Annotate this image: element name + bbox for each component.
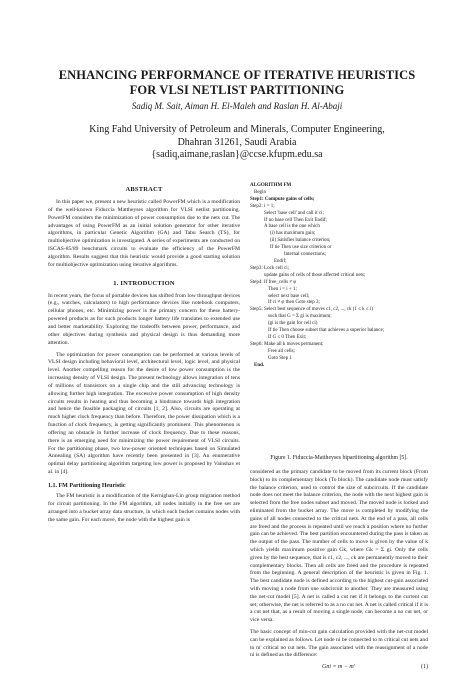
algorithm-line: Step3: Lock cell ci; xyxy=(250,265,290,271)
affiliation-email: {sadiq,aimane,raslan}@ccse.kfupm.edu.sa xyxy=(151,149,323,160)
algorithm-line: If ci ≠ φ then Goto step 3; xyxy=(268,300,320,306)
algorithm-line: (ii) Satisfies balance criterion; xyxy=(270,238,331,244)
algorithm-line: Internal connections; xyxy=(284,252,327,258)
algorithm-line: End. xyxy=(254,362,265,368)
algorithm-line: Step1: Compute gains of cells; xyxy=(250,196,315,202)
abstract-text: In this paper we, present a new heuristic called PowerFM which is a modification of the well-known Fiduccia Mattheyses algorithm for VLSI netlist partitioning. PowerFM considers the minimization of power consumption due to the nets cut. The advantages of using PowerFM as an initial solution generator for other iterative algorithms, in particular Genetic Algorithm (GA) and Tabu Search (TS), for multiobjective optimization is investigated. A series of experiments are conducted on ISCAS-85/89 benchmark circuits to evaluate the efficiency of the PowerFM algorithm. Results suggest that this heuristic would provide a good starting solution for multiobjective optimization using iterative algorithms. xyxy=(48,199,240,268)
algorithm-line: Step2: i = 1; xyxy=(250,203,275,209)
algorithm-box xyxy=(250,183,428,453)
algorithm-line: If tie Then choose subset that achieves a superior balance; xyxy=(268,328,385,334)
affiliation xyxy=(0,124,474,162)
figure-1-caption: Figure 1. Fiduccia-Mattheyses bipartitioning algorithm [5]. xyxy=(270,455,408,461)
right-paragraph-2: The basic concept of min-cut gain calculation provided with the net-cut model can be explained as follows. Let node ni be connected to m critical cut nets and to m' critical no cut nets. The gain associated with the reassignment of a node ni is defined as the difference: xyxy=(250,628,428,659)
algorithm-line: Select 'base cell' and call it ci; xyxy=(264,210,324,216)
right-paragraph-1: considered as the primary candidate to be moved from its current block (From block) to its complementary block (To block). The candidate node must satisfy the balance criterion, used to control the size of subcircuits. If the candidate node does not meet the balance criterion, the node with the next highest gain is selected from the free nodes subset and moved. The moved node is locked and eliminated from the bucket array. The move is completed by modifying the gains of all nodes connected to the critical nets. At the end of a pass, all cells are freed and the process is repeated until we reach a position where no further gain can be achieved. The best partition encountered during the pass is taken as the output of the pass. The number of cells to move is given by the value of k which yields maximum positive gain Gk, where Gk = Σ gi. Only the cells given by the best sequence, that is c1, c2, ..., ck are permanently moved to their complementary blocks. Then all cells are freed and the procedure is repeated from the beginning. A general description of the heuristic is given in Fig. 1. The best candidate node is defined according to the highest cut-gain associated with moving a node from one subcircuit to another. They are measured using the net-cut model [5]. A net is called a cut net if it belongs to the current cut set; otherwise, the net is referred to as a no cut net. A net is called critical if it is a cut net that, as a result of moving a single node, can become a no cut net, or vice versa. xyxy=(250,469,428,624)
introduction-heading: 1. INTRODUCTION xyxy=(113,279,175,287)
authors: Sadiq M. Sait, Aiman H. El-Maleh and Raslan H. Al-Abaji xyxy=(131,101,343,111)
algorithm-line: If G ≤ 0 Then Exit; xyxy=(268,334,307,340)
algorithm-line: If no base cell Then Exit Endif; xyxy=(264,217,327,223)
algorithm-line: Begin xyxy=(254,189,266,195)
left-column xyxy=(48,183,240,528)
algorithm-line: Step5: Select best sequence of moves c1, c2, ..., ck (1 ≤ k ≤ i) xyxy=(250,307,373,313)
algorithm-line: Step4: If free_cells ≠ φ xyxy=(250,279,297,285)
algorithm-line: A base cell is the one which xyxy=(264,224,320,230)
fm-section-heading: 1.1. FM Partitioning Heuristic xyxy=(48,483,126,489)
algorithm-lines xyxy=(250,190,428,370)
abstract-heading: ABSTRACT xyxy=(125,186,163,193)
algorithm-line: Free all cells; xyxy=(268,348,295,354)
equation-number: (1) xyxy=(421,664,428,671)
equation-1 xyxy=(250,664,428,674)
title-line-2: FOR VLSI NETLIST PARTITIONING xyxy=(129,83,345,97)
algorithm-line: Goto Step 1 xyxy=(268,355,292,361)
algorithm-line: If tie Then use size criterion or xyxy=(270,245,332,251)
algorithm-title: ALGORITHM FM xyxy=(250,183,292,188)
algorithm-line: Endif; xyxy=(274,258,287,264)
intro-paragraph-1: In recent years, the focus of portable devices has shifted from low throughput devices (e.g., watches, calculators) to high performance devices like notebook computers, cellular phones, etc. Minimizing power is the primary concern for these battery-powered products as for such products longer battery life translates to extended use and better marketability. Exploring the tradeoffs between power, performance, and other objectives during synthesis and physical design is thus demanding more attention. xyxy=(48,292,240,346)
algorithm-line: Then i = i + 1; xyxy=(268,286,297,292)
intro-paragraph-2: The optimization for power consumption can be performed at various levels of VLSI design including behavioral level, architectural level, logic level, and physical level. Another compelling reason for the desire of low power consumption is the increasing density of VLSI design. The present technology allows integration of tens of millions of transistors on a single chip and the still advancing technology is allowing further high integration. The excessive power consumption of high density circuits results in heating and thus becoming a hindrance towards high integration and hence the feasible packaging of circuits [1, 2]. Also, circuits are operating at much higher clock frequency than before. Therefore, the power dissipation which is a function of clock frequency, is getting significantly prominent. This phenomenon is offering an obstacle in further increase of clock frequency. Due to these reasons, there is an emerging need for minimizing the power requirement of VLSI circuits. For the partitioning phase, two low-power oriented techniques based on Simulated Annealing (SA) algorithm have recently been presented in [3]. An enumerative optimal delay partitioning algorithm targeting low power is proposed by Vainshav et al. in [4]. xyxy=(48,351,240,476)
affiliation-line-2: Dhahran 31261, Saudi Arabia xyxy=(177,136,297,148)
algorithm-line: Step6: Make all k moves permanent; xyxy=(250,341,324,347)
algorithm-line: select next base cell; xyxy=(268,293,310,299)
algorithm-line: (gi is the gain for cell ci) xyxy=(268,321,318,327)
algorithm-line: such that G = Σ gi is maximum; xyxy=(268,314,332,320)
paper-title xyxy=(0,68,474,98)
title-line-1: ENHANCING PERFORMANCE OF ITERATIVE HEURISTICS xyxy=(58,68,416,82)
algorithm-line: (i) has maximum gain; xyxy=(270,231,316,237)
affiliation-line-1: King Fahd University of Petroleum and Minerals, Computer Engineering, xyxy=(89,124,385,135)
fm-paragraph-1: The FM heuristic is a modification of the Kernighan-Lin group migration method for circuit partitioning. In the FM algorithm, all nodes initially in the free set are arranged into a bucket array data structure, in which each bucket contains nodes with the same gain. For each move, the node with the highest gain is xyxy=(48,493,240,523)
equation-expression: Gni = m − m' xyxy=(322,664,356,671)
right-column xyxy=(250,183,428,674)
algorithm-line: update gains of cells of those affected critical nets; xyxy=(264,272,366,278)
